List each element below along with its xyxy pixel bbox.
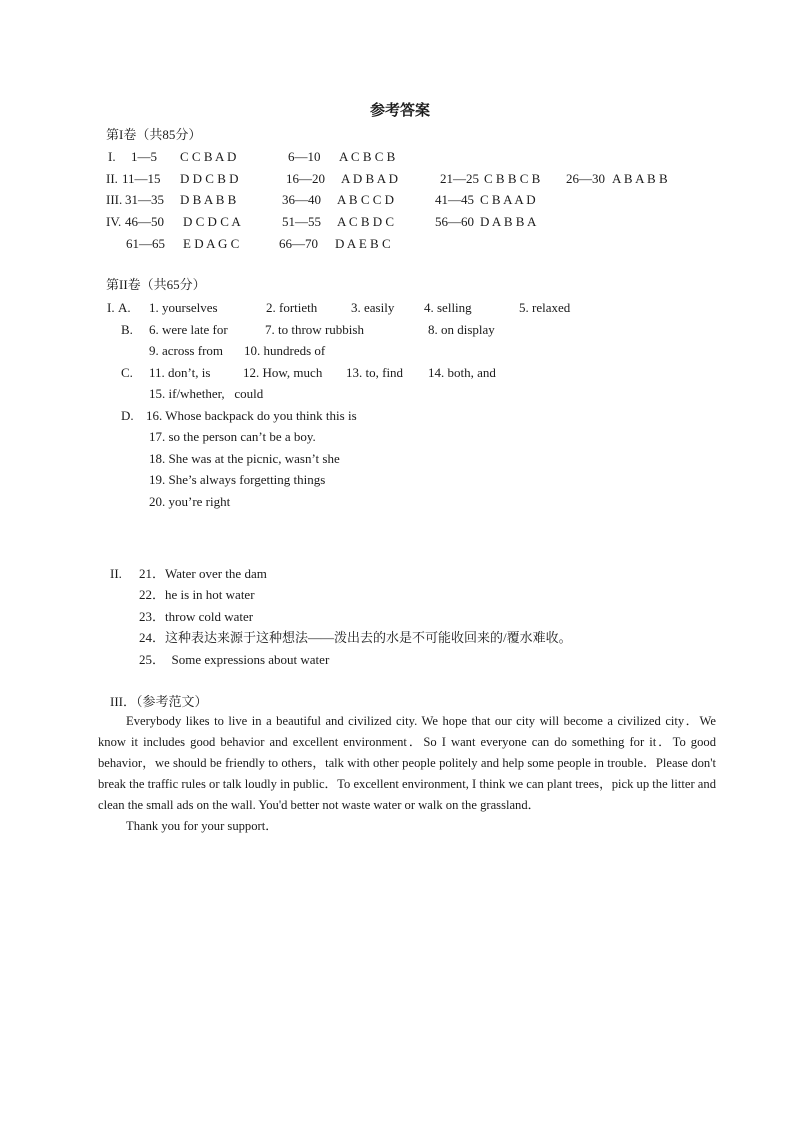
answer-range: 31—35	[125, 192, 164, 207]
answer-item: 2. fortieth	[266, 300, 318, 315]
answer-item: 10. hundreds of	[244, 343, 326, 358]
subsection-label: D.	[121, 408, 134, 423]
answer-item: 4. selling	[424, 300, 472, 315]
answer-item: 24．这种表达来源于这种想法——泼出去的水是不可能收回来的/覆水难收。	[139, 630, 572, 645]
answer-range: 56—60	[435, 214, 474, 229]
answer-item: 23．throw cold water	[139, 609, 254, 624]
row-label: IV.	[106, 214, 122, 229]
row-label: I.	[108, 149, 116, 164]
answer-letters: A C B C B	[339, 149, 396, 164]
answer-letters: A C B D C	[337, 214, 395, 229]
answer-item: 19. She’s always forgetting things	[149, 472, 326, 487]
answer-item: 3. easily	[351, 300, 395, 315]
answer-letters: C B B C B	[484, 171, 541, 186]
row-label: III.	[106, 192, 123, 207]
answer-range: 1—5	[131, 149, 157, 164]
answer-letters: E D A G C	[183, 236, 240, 251]
subsection-label: A.	[118, 300, 131, 315]
answer-item: 21．Water over the dam	[139, 566, 267, 581]
model-essay	[98, 711, 716, 837]
section3-heading: III．（参考范文）	[110, 694, 208, 709]
answer-range: 6—10	[288, 149, 321, 164]
answer-range: 21—25	[440, 171, 479, 186]
answer-range: 36—40	[282, 192, 321, 207]
answer-range: 46—50	[125, 214, 164, 229]
answer-item: 6. were late for	[149, 322, 228, 337]
answer-range: 66—70	[279, 236, 318, 251]
section-label: I.	[107, 300, 115, 315]
answer-item: 1. yourselves	[149, 300, 218, 315]
answer-letters: A D B A D	[341, 171, 399, 186]
answer-item: 8. on display	[428, 322, 495, 337]
answer-letters: D D C B D	[180, 171, 239, 186]
part2-heading: 第II卷（共65分）	[106, 277, 206, 292]
answer-item: 18. She was at the picnic, wasn’t she	[149, 451, 340, 466]
answer-item: 9. across from	[149, 343, 224, 358]
answer-letters: C B A A D	[480, 192, 536, 207]
answer-range: 61—65	[126, 236, 165, 251]
part1-heading: 第I卷（共85分）	[106, 127, 202, 142]
essay-closing: Thank you for your support．	[126, 819, 278, 833]
answer-item: 16. Whose backpack do you think this is	[146, 408, 357, 423]
answer-range: 16—20	[286, 171, 325, 186]
subsection-label: B.	[121, 322, 133, 337]
answer-range: 26—30	[566, 171, 605, 186]
answer-range: 51—55	[282, 214, 321, 229]
answer-item: 14. both, and	[428, 365, 496, 380]
answer-letters: D A B B A	[480, 214, 537, 229]
answer-letters: D B A B B	[180, 192, 237, 207]
answer-item: 13. to, find	[346, 365, 404, 380]
answer-letters: D C D C A	[183, 214, 241, 229]
answer-letters: A B C C D	[337, 192, 395, 207]
answer-range: 41—45	[435, 192, 474, 207]
answer-item: 20. you’re right	[149, 494, 231, 509]
subsection-label: C.	[121, 365, 133, 380]
answer-item: 5. relaxed	[519, 300, 571, 315]
answer-item: 15. if/whether, could	[149, 386, 264, 401]
answer-item: 12. How, much	[243, 365, 323, 380]
answer-item: 17. so the person can’t be a boy.	[149, 429, 316, 444]
answer-letters: A B A B B	[612, 171, 668, 186]
row-label: II.	[106, 171, 118, 186]
section-label: II.	[110, 566, 122, 581]
answer-item: 7. to throw rubbish	[265, 322, 364, 337]
answer-range: 11—15	[122, 171, 161, 186]
answer-letters: C C B A D	[180, 149, 237, 164]
answer-item: 11. don’t, is	[149, 365, 211, 380]
answer-letters: D A E B C	[335, 236, 391, 251]
answer-item: 22．he is in hot water	[139, 587, 255, 602]
page-title: 参考答案	[370, 103, 431, 119]
answer-item: 25． Some expressions about water	[139, 652, 330, 667]
essay-paragraph: Everybody likes to live in a beautiful and civilized city. We hope that our city will become a civilized city．We know it includes good behavior and excellent environment．So I want everyone can do something for it．To good behavior，we should be friendly to others，talk with other people politely and help some people in trouble．Please don't break the traffic rules or talk loudly in public．To excellent environment, I think we can plant trees，pick up the litter and clean the small ads on the wall. You'd better not waste water or walk on the grassland．	[98, 714, 716, 812]
